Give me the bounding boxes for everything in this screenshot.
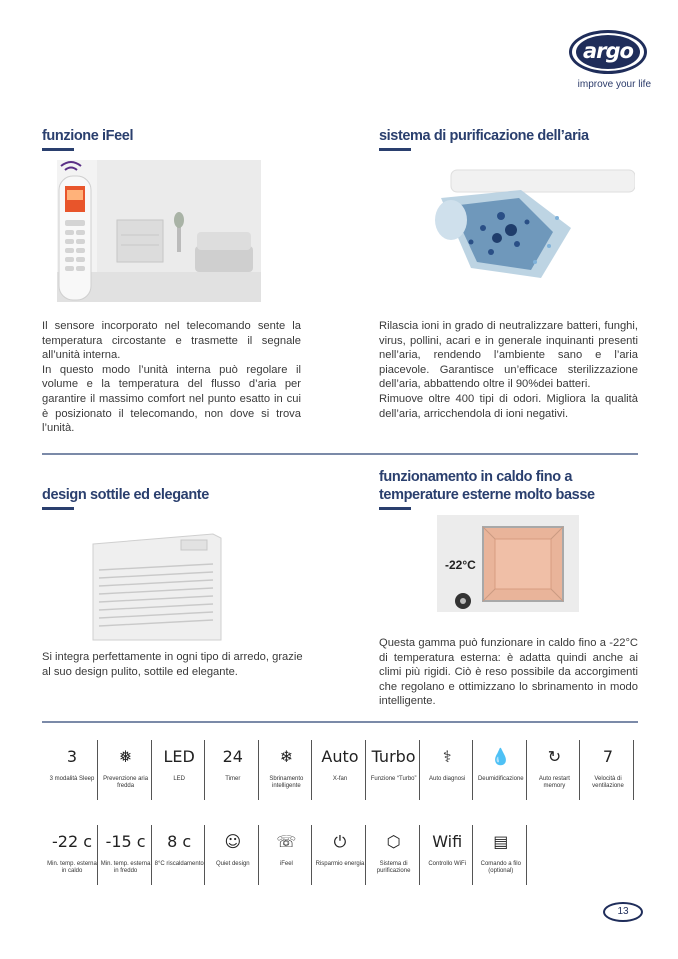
feature-icon-cell (47, 825, 98, 885)
feature-icon-cell (315, 740, 366, 800)
design-text: Si integra perfettamente in ogni tipo di arredo, grazie al suo design pulito, sottile ed elegante. (42, 651, 303, 678)
minus22-icon: -22 c (51, 832, 92, 851)
feature-icon-label: X-fan (332, 776, 348, 782)
dehumidify-icon: 💧 (490, 747, 511, 766)
eight-c-icon: 8 c (167, 832, 192, 851)
heating-image-temp: -22°C (445, 558, 476, 572)
feature-icon-cell (154, 740, 205, 800)
heating-title-underline (379, 507, 411, 510)
feature-icon-label: Auto restart memory (538, 776, 570, 789)
argo-logo (567, 30, 651, 94)
quiet-icon: ☺ (224, 832, 242, 851)
purification-title: sistema di purificazione dell’aria (379, 128, 589, 144)
feature-icon-label: Prevenzione aria fredda (103, 776, 149, 789)
purification-icon: ⬡ (386, 832, 401, 851)
feature-icon-cell (101, 825, 152, 885)
feature-icon-cell (315, 825, 366, 885)
feature-icon-label: LED (173, 776, 186, 782)
section-divider-top (42, 453, 638, 455)
feature-icon-label: Risparmio energia (315, 861, 365, 867)
feature-icon-label: Sbrinamento intelligente (269, 776, 304, 789)
restart-icon: ↻ (547, 747, 562, 766)
ifeel-icon: ☏ (276, 832, 297, 851)
feature-icon-label: Min. temp. esterna in freddo (100, 861, 151, 874)
feature-icon-label: Velocità di ventilazione (592, 776, 624, 789)
feature-icon-label: Auto diagnosi (429, 776, 466, 782)
purification-text: Rilascia ioni in grado di neutralizzare batteri, funghi, virus, pollini, acari e in generale inquinanti presenti nell’aria, rendendo l’ambiente sano e l’aria piacevole. Garantisce un’efficace sterilizzazione dell’aria, abbattendo oltre il 90%dei batteri. Rimuove oltre 400 tipi di odori. Migliora la qualità dell’aria, arricchendola di ioni negativi. (379, 320, 638, 420)
wifi-icon: Wifi (432, 832, 463, 851)
feature-icon-label: 8°C riscaldamento (154, 861, 204, 867)
heating-text: Questa gamma può funzionare in caldo fino a -22°C di temperatura esterna: è adatta quindi anche ai climi più rigidi. Ciò è reso possibile da accorgimenti che regolano e ottimizzano lo sbrinamento in modo intelligente. (379, 637, 638, 708)
purification-image (431, 158, 635, 282)
feature-icon-cell (261, 740, 312, 800)
led-icon: LED (163, 747, 195, 766)
page-number: 13 (603, 902, 643, 922)
design-title: design sottile ed elegante (42, 487, 209, 503)
feature-icon-label: Funzione “Turbo” (370, 776, 417, 782)
diagnosis-icon: ⚕ (442, 747, 452, 766)
feature-icon-cell (369, 740, 420, 800)
ifeel-image (57, 160, 261, 302)
feature-icon-cell (422, 740, 473, 800)
auto-icon: Auto (321, 747, 359, 766)
feature-icon-label: Controllo WiFi (428, 861, 467, 867)
feature-icon-cell (422, 825, 473, 885)
design-title-underline (42, 507, 74, 510)
energy-save-icon: ⏻ (333, 832, 347, 851)
feature-icon-cell (476, 740, 527, 800)
defrost-icon: ❄ (279, 747, 294, 766)
feature-icon-cell (583, 740, 634, 800)
feature-icon-label: iFeel (279, 861, 293, 867)
cold-prevention-icon: ❅ (118, 747, 133, 766)
minus15-icon: -15 c (105, 832, 146, 851)
section-divider-bottom (42, 721, 638, 723)
logo-text: argo (583, 39, 633, 63)
purification-title-underline (379, 148, 411, 151)
ifeel-text: Il sensore incorporato nel telecomando sente la temperatura circostante e trasmette il segnale all’unità interna. In questo modo l’unità interna può regolare il volume e la temperatura del flusso d’aria per garantire il massimo comfort nel punto esatto in cui è posizionato il telecomando, non dove si trova l’unità. (42, 320, 301, 435)
timer-icon: 24 (222, 747, 243, 766)
feature-icon-cell (47, 740, 98, 800)
feature-icon-label: Deumidificazione (477, 776, 524, 782)
wired-control-icon: ▤ (493, 832, 509, 851)
heating-title-line2: temperature esterne molto basse (379, 487, 595, 503)
turbo-icon: Turbo (371, 747, 416, 766)
feature-icon-cell (369, 825, 420, 885)
feature-icon-cell (261, 825, 312, 885)
feature-icon-cell (476, 825, 527, 885)
heating-title-line1: funzionamento in caldo fino a (379, 469, 573, 485)
feature-icon-label: Comando a filo (optional) (480, 861, 521, 874)
feature-icon-cell (208, 740, 259, 800)
ifeel-title-underline (42, 148, 74, 151)
feature-icon-label: Timer (225, 776, 241, 782)
tagline: improve your life (577, 79, 651, 90)
feature-icon-cell (154, 825, 205, 885)
heating-image (437, 515, 579, 612)
feature-icon-cell (101, 740, 152, 800)
ifeel-title: funzione iFeel (42, 128, 134, 144)
feature-icon-label: Sistema di purificazione (376, 861, 411, 874)
fan-speed-icon: 7 (602, 747, 614, 766)
design-image (91, 530, 223, 642)
feature-icon-cell (529, 740, 580, 800)
bed-icon: 3 (66, 747, 78, 766)
feature-icon-label: Quiet design (215, 861, 250, 867)
feature-icon-cell (208, 825, 259, 885)
feature-icon-label: Min. temp. esterna in caldo (47, 861, 97, 874)
feature-icon-label: 3 modalità Sleep (49, 776, 95, 782)
